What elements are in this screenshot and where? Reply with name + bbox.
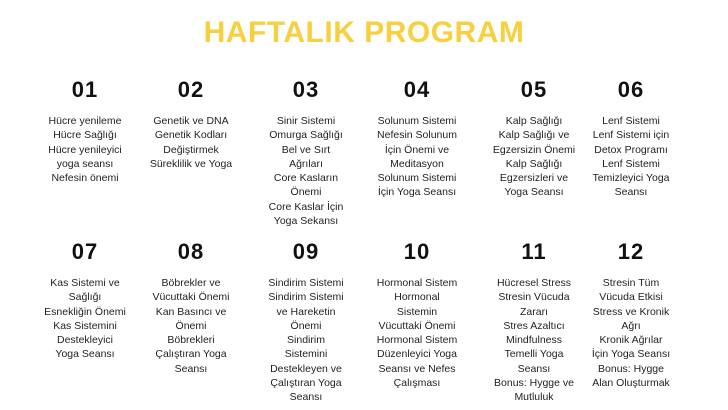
week-number: 11 [521,239,547,264]
topic-line: Mutluluk [514,391,554,404]
topic-line: Genetik Kodları [154,129,228,142]
week-topics [573,114,689,200]
topic-line: Mindfulness [505,334,563,347]
topic-line: Hücresel Stress [496,277,572,289]
week-06 [573,76,689,200]
week-07 [27,238,143,362]
topic-line: Alan Oluşturmak [592,377,670,390]
topic-line: Ağrı [621,319,641,332]
topic-line: Kan Basıncı ve [155,305,227,318]
topic-line: Böbrekleri [167,334,215,347]
topic-line: Genetik ve DNA [153,115,229,127]
topic-line: Önemi [175,319,207,332]
week-number: 08 [177,239,205,264]
topic-line: Çalıştıran Yoga [155,348,227,361]
topic-line: Lenf Sistemi [602,115,660,127]
topic-line: Hormonal [394,291,440,304]
topic-line: Vücuda Etkisi [599,291,663,304]
topic-line: Temizleyici Yoga [592,172,670,185]
topic-line: Lenf Sistemi için [592,129,670,142]
week-10 [359,238,475,390]
topic-line: Destekleyen ve [270,362,342,375]
topic-line: Egzersizin Önemi [492,143,576,156]
week-topics [248,114,364,228]
topic-line: Stres Azaltıcı [503,319,565,332]
topic-line: Destekleyici [56,334,114,347]
week-08 [133,238,249,376]
topic-line: Yoga Seansı [504,186,564,199]
topic-line: Sindirim Sistemi [268,277,344,289]
week-02 [133,76,249,171]
topic-line: Sinir Sistemi [276,115,336,127]
week-topics [27,276,143,362]
topic-line: İçin Yoga Seansı [377,186,457,199]
topic-line: Düzenleyici Yoga [377,348,457,361]
week-topics [359,276,475,390]
topic-line: Detox Programı [594,143,668,156]
topic-line: Böbrekler ve [161,277,221,289]
topic-line: Seansı [289,391,323,404]
topic-line: Değiştirmek [163,143,219,156]
week-09 [248,238,364,405]
topic-line: Stress ve Kronik [592,305,670,318]
week-12 [573,238,689,390]
week-number: 12 [617,239,645,264]
week-topics [359,114,475,200]
topic-line: İçin Önemi ve [384,143,450,156]
topic-line: Lenf Sistemi [602,157,660,170]
week-number: 10 [403,239,431,264]
week-number: 06 [617,77,645,102]
topic-line: Kalp Sağlığı [505,115,563,127]
program-row-1 [0,76,728,246]
topic-line: Ağrıları [289,157,323,170]
week-topics [133,276,249,376]
topic-line: Seansı [517,362,551,375]
topic-line: Kronik Ağrılar [599,334,663,347]
topic-line: Nefesin Solunum [377,129,457,142]
topic-line: Yoga Seansı [55,348,115,361]
week-number: 01 [71,77,99,102]
topic-line: Kas Sistemini [53,319,117,332]
topic-line: Bonus: Hygge [598,362,664,375]
topic-line: Core Kasların [273,172,339,185]
week-number: 05 [520,77,548,102]
topic-line: Hücre yenileyici [48,143,122,156]
topic-line: Yoga Sekansı [273,215,339,228]
topic-line: Seansı ve Nefes [378,362,456,375]
topic-line: Sindirim Sistemi [268,291,344,304]
topic-line: Meditasyon [390,157,444,170]
week-03 [248,76,364,228]
topic-line: Vücuttaki Önemi [378,319,456,332]
topic-line: Önemi [290,186,322,199]
week-number: 07 [71,239,99,264]
topic-line: Kalp Sağlığı ve [498,129,570,142]
topic-line: yoga seansı [56,157,114,170]
topic-line: Stresin Tüm [602,277,660,289]
week-number: 02 [177,77,205,102]
week-topics [133,114,249,171]
week-01 [27,76,143,185]
week-number: 04 [403,77,431,102]
topic-line: Stresin Vücuda [498,291,570,304]
topic-line: Zararı [519,305,548,318]
topic-line: Esnekliğin Önemi [44,305,126,318]
topic-line: Solunum Sistemi [377,115,457,127]
program-row-2 [0,238,728,408]
topic-line: İçin Yoga Seansı [591,348,671,361]
topic-line: Core Kaslar İçin [268,200,344,213]
topic-line: ve Hareketin [276,305,336,318]
week-number: 09 [292,239,320,264]
topic-line: Bonus: Hygge ve [494,377,574,390]
topic-line: Çalıştıran Yoga [270,377,342,390]
topic-line: Sistemin [396,305,438,318]
week-topics [248,276,364,405]
topic-line: Sindirim [287,334,325,347]
topic-line: Hücre Sağlığı [53,129,117,142]
page-title: HAFTALIK PROGRAM [203,16,525,49]
topic-line: Nefesin önemi [51,172,119,185]
topic-line: Bel ve Sırt [281,143,331,156]
topic-line: Vücuttaki Önemi [152,291,230,304]
topic-line: Hormonal Sistem [376,277,458,289]
topic-line: Sistemini [284,348,328,361]
topic-line: Sağlığı [68,291,102,304]
topic-line: Kalp Sağlığı [505,157,563,170]
topic-line: Egzersizleri ve [499,172,569,185]
week-topics [27,114,143,185]
topic-line: Seansı [174,362,208,375]
topic-line: Hormonal Sistem [376,334,458,347]
topic-line: Süreklilik ve Yoga [149,157,233,170]
topic-line: Temelli Yoga [504,348,564,361]
topic-line: Önemi [290,319,322,332]
topic-line: Çalışması [393,377,441,390]
week-04 [359,76,475,200]
topic-line: Kas Sistemi ve [50,277,120,289]
topic-line: Hücre yenileme [48,115,122,127]
week-number: 03 [292,77,320,102]
topic-line: Omurga Sağlığı [269,129,343,142]
topic-line: Seansı [614,186,648,199]
week-topics [573,276,689,390]
topic-line: Solunum Sistemi [377,172,457,185]
